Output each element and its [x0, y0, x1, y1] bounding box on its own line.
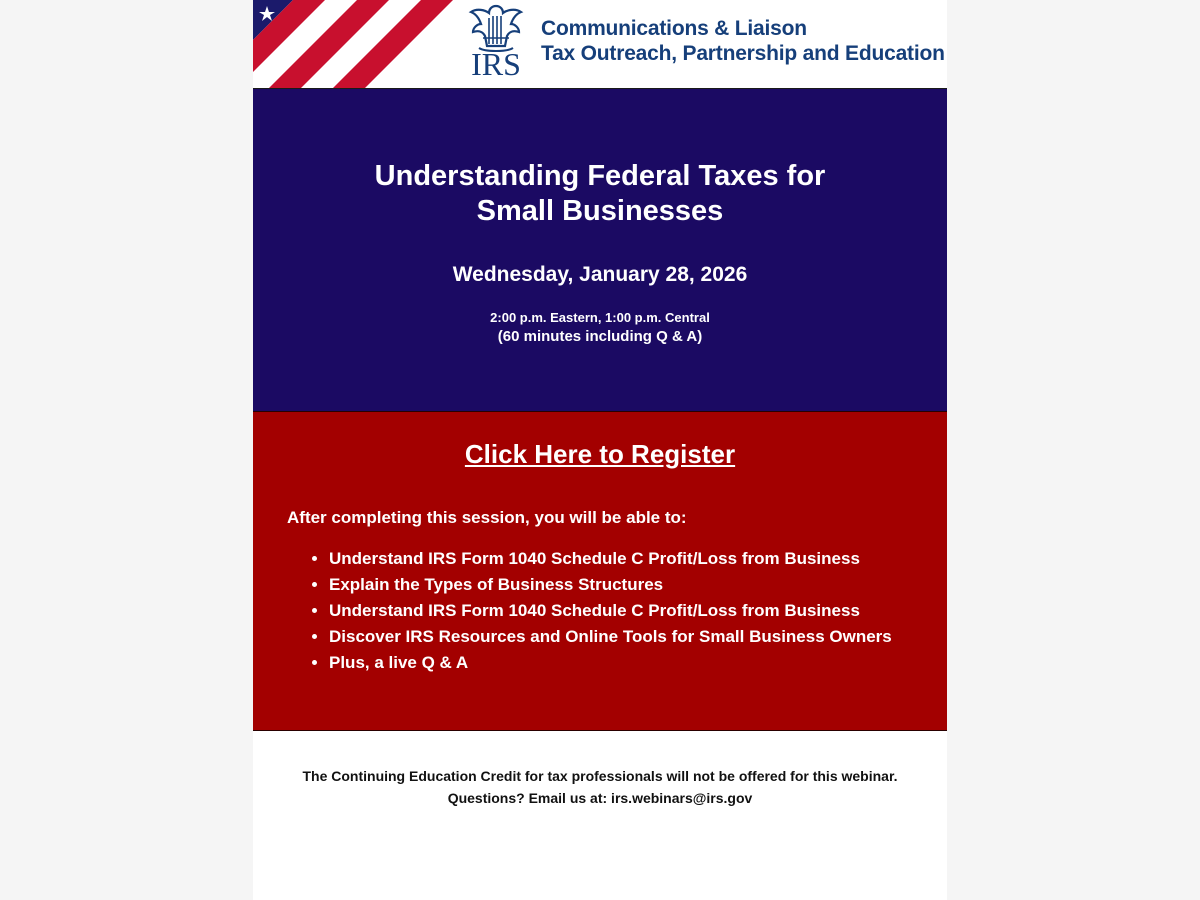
irs-logo-text: IRS: [471, 46, 521, 82]
irs-logo: [467, 2, 525, 84]
american-flag-icon: [253, 0, 453, 88]
event-title-line-1: Understanding Federal Taxes for: [374, 160, 826, 192]
email-flyer: [253, 0, 947, 900]
header-title: [541, 16, 945, 66]
header: [253, 0, 947, 89]
event-date: Wednesday, January 28, 2026: [452, 263, 748, 286]
objective-item: • Plus, a live Q & A: [329, 652, 929, 674]
credit-note: The Continuing Education Credit for tax professionals will not be offered for this webinar.: [302, 768, 898, 784]
footer: [253, 765, 947, 809]
registration-banner: [253, 411, 947, 731]
event-title-line-2: Small Businesses: [476, 195, 724, 227]
header-line-2: Tax Outreach, Partnership and Education: [541, 42, 945, 65]
objectives-intro: After completing this session, you will be able to:: [287, 508, 687, 527]
objective-item: • Discover IRS Resources and Online Tools for Small Business Owners: [329, 626, 929, 648]
event-duration: (60 minutes including Q & A): [497, 328, 703, 345]
objective-item: • Understand IRS Form 1040 Schedule C Profit/Loss from Business: [329, 548, 929, 570]
objectives-list: [291, 548, 929, 678]
contact-line: Questions? Email us at: irs.webinars@irs.gov: [447, 790, 753, 806]
register-link[interactable]: Click Here to Register: [464, 439, 736, 469]
objective-item: • Understand IRS Form 1040 Schedule C Profit/Loss from Business: [329, 600, 929, 622]
event-time-block: [253, 308, 947, 346]
event-banner: [253, 89, 947, 411]
objective-item: • Explain the Types of Business Structures: [329, 574, 929, 596]
header-line-1: Communications & Liaison: [541, 17, 807, 40]
event-time: 2:00 p.m. Eastern, 1:00 p.m. Central: [490, 310, 710, 325]
event-title: [253, 159, 947, 229]
